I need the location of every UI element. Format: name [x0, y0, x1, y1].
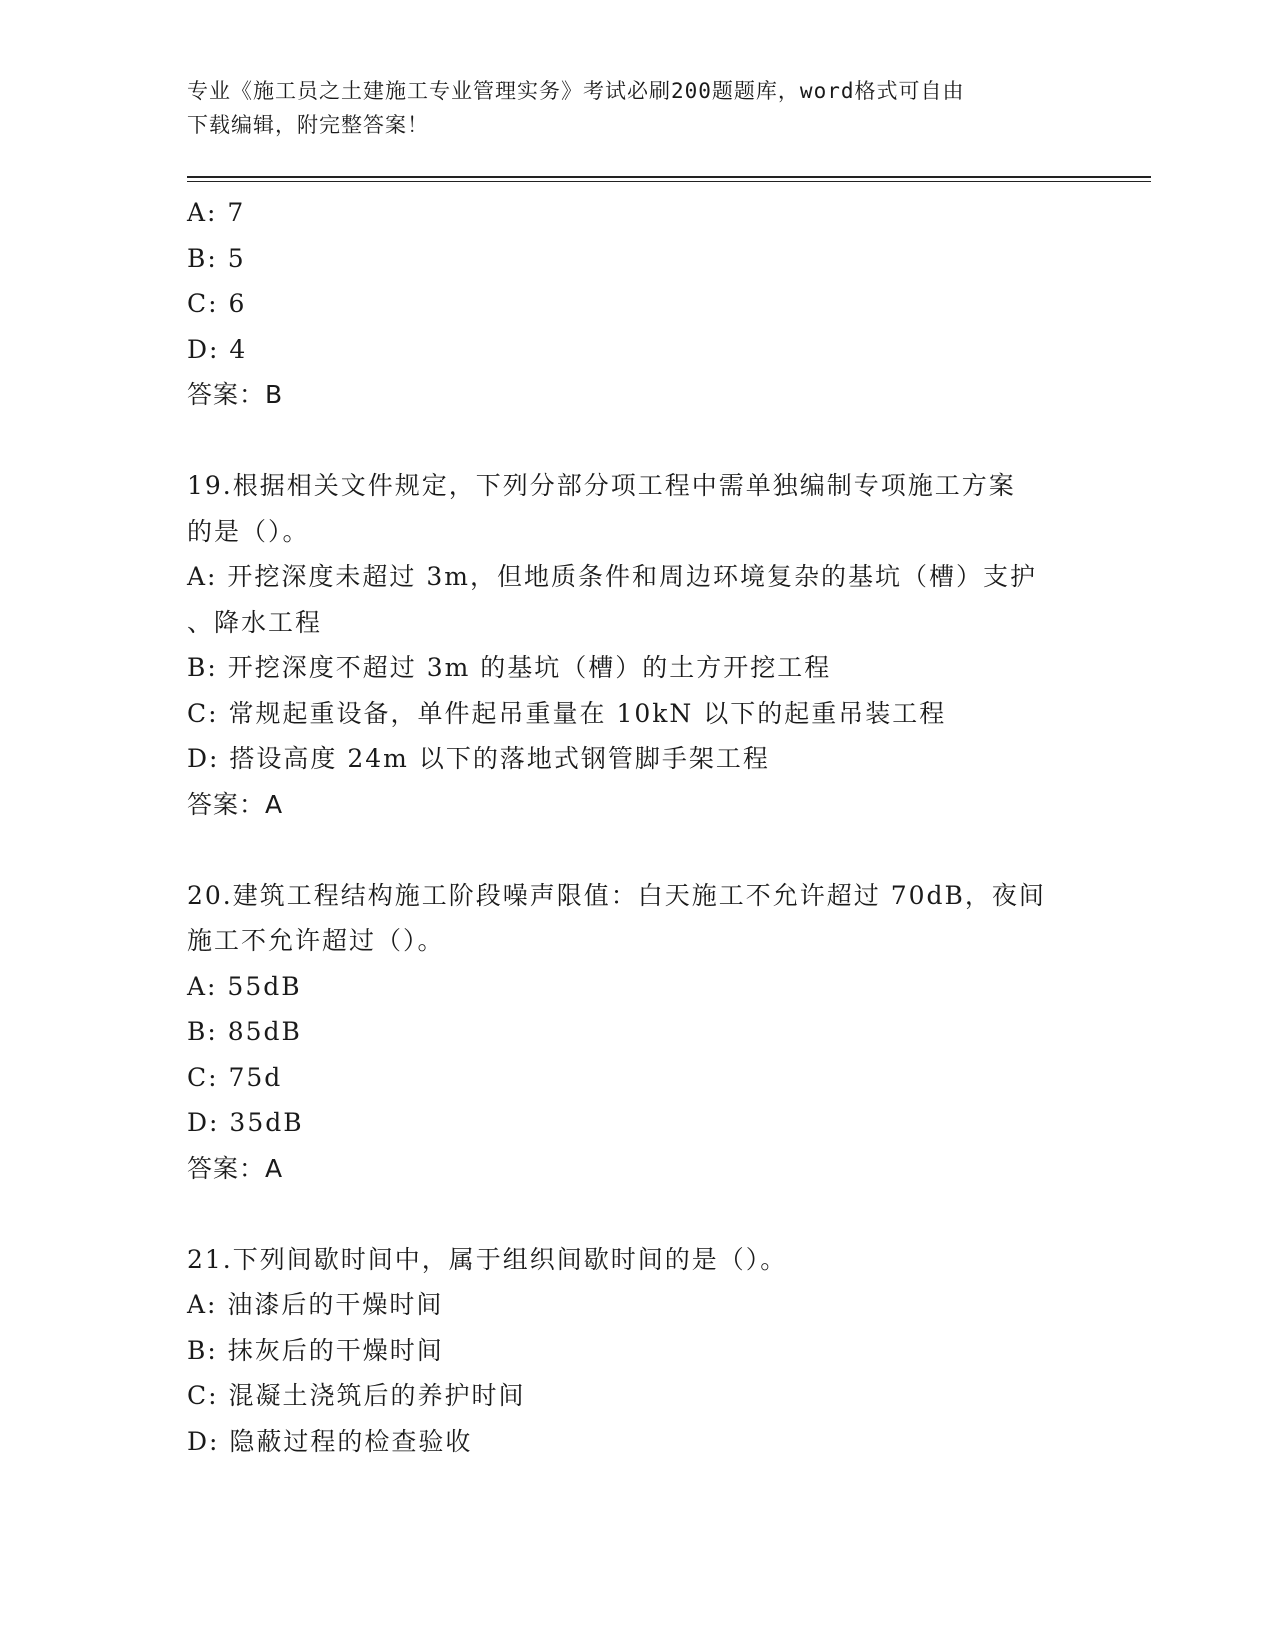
question-list	[187, 190, 1087, 1464]
option-a: A: 开挖深度未超过 3m，但地质条件和周边环境复杂的基坑（槽）支护	[187, 562, 1037, 591]
option-a: A: 油漆后的干燥时间	[187, 1290, 444, 1319]
option-a: A: 7	[187, 198, 246, 227]
option-b: B: 5	[187, 243, 246, 273]
spacer	[187, 1191, 1087, 1237]
option-b: B: 85dB	[187, 1017, 302, 1046]
answer-line: 答案：B	[187, 380, 284, 409]
question-18-block	[187, 190, 1087, 418]
option-b: B: 开挖深度不超过 3m 的基坑（槽）的土方开挖工程	[187, 653, 832, 682]
spacer	[187, 418, 1087, 464]
option-d: D: 4	[187, 334, 248, 364]
header-divider-thick	[187, 176, 1151, 178]
question-21-block	[187, 1237, 1087, 1465]
question-stem-line: 的是（）。	[187, 516, 310, 546]
spacer	[187, 827, 1087, 873]
option-c: C: 75d	[187, 1062, 283, 1092]
option-c: C: 6	[187, 289, 247, 318]
question-stem-line: 19.根据相关文件规定，下列分部分项工程中需单独编制专项施工方案	[187, 471, 1016, 500]
option-b: B: 抹灰后的干燥时间	[187, 1335, 444, 1365]
question-19-block	[187, 463, 1087, 827]
option-a: A: 55dB	[187, 971, 302, 1001]
answer-line: 答案：A	[187, 1153, 284, 1183]
option-c: C: 混凝土浇筑后的养护时间	[187, 1381, 526, 1410]
question-stem-line: 施工不允许超过（）。	[187, 926, 445, 955]
header-line-2: 下载编辑，附完整答案！	[187, 113, 429, 137]
option-d: D: 隐蔽过程的检查验收	[187, 1426, 473, 1456]
answer-line: 答案：A	[187, 789, 284, 819]
header-divider-thin	[187, 181, 1151, 182]
option-a-continued: 、降水工程	[187, 607, 323, 637]
header-line-1: 专业《施工员之土建施工专业管理实务》考试必刷200题题库，word格式可自由	[187, 79, 965, 103]
document-header	[187, 74, 1067, 142]
option-d: D: 35dB	[187, 1108, 304, 1137]
question-stem-line: 20.建筑工程结构施工阶段噪声限值：白天施工不允许超过 70dB，夜间	[187, 880, 1046, 910]
option-c: C: 常规起重设备，单件起吊重量在 10kN 以下的起重吊装工程	[187, 698, 947, 728]
option-d: D: 搭设高度 24m 以下的落地式钢管脚手架工程	[187, 744, 770, 773]
question-stem-line: 21.下列间歇时间中，属于组织间歇时间的是（）。	[187, 1244, 788, 1274]
question-20-block	[187, 873, 1087, 1192]
